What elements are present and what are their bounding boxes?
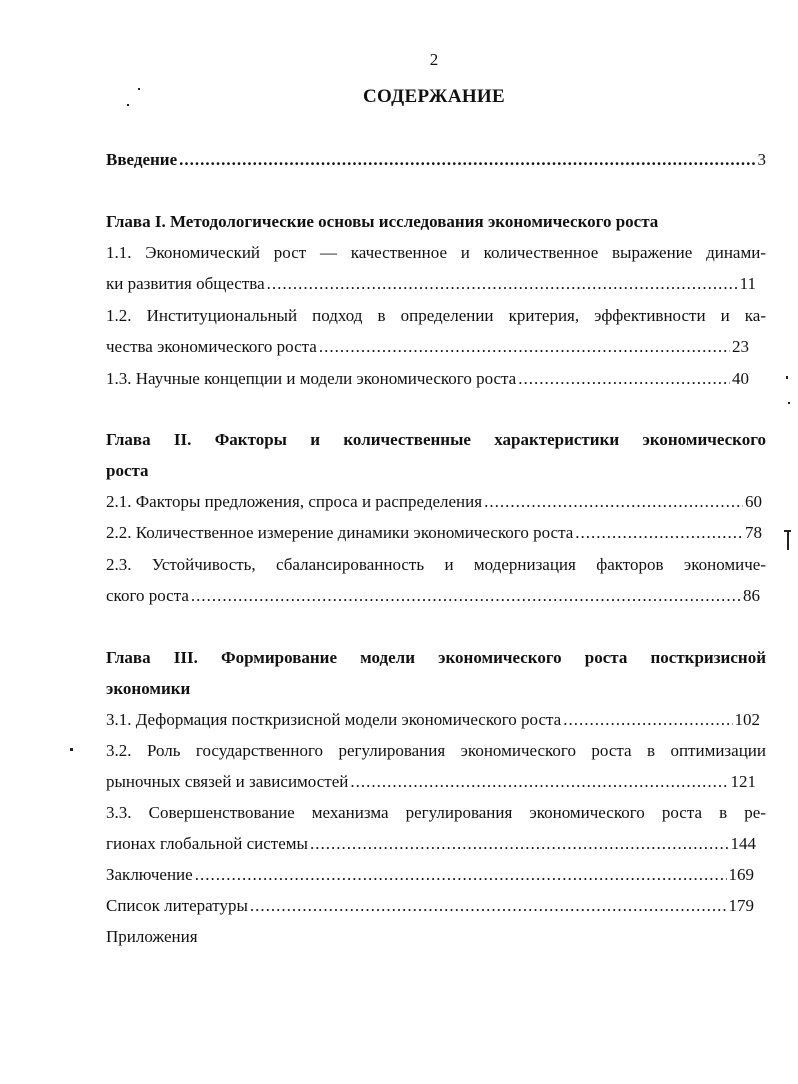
section-2-1 (106, 490, 762, 514)
toc-entry-page: 40 (732, 369, 749, 388)
section-2-2 (106, 521, 762, 545)
leader-dots (563, 708, 732, 732)
toc-entry-label: 2.2. Количественное измерение динамики экономического роста (106, 523, 574, 542)
chapter-heading-3-line-2: экономики (106, 679, 191, 698)
scan-speck (127, 104, 129, 106)
toc-entry-label: Список литературы (106, 896, 248, 915)
section-3-2-line-2 (106, 770, 756, 794)
section-3-2-line-1: 3.2. Роль государственного регулирования экономического роста в оптимизации (106, 741, 766, 760)
toc-entry-page: 179 (728, 896, 754, 915)
toc-entry-page: 11 (739, 274, 756, 293)
toc-entry-page: 23 (732, 337, 749, 356)
leader-dots (250, 894, 727, 918)
leader-dots (310, 832, 729, 856)
section-2-3-line-2 (106, 584, 760, 608)
toc-entry-label: ского роста (106, 586, 189, 605)
leader-dots (191, 584, 741, 608)
toc-entry-label: ки развития общества (106, 274, 265, 293)
section-3-3-line-2 (106, 832, 756, 856)
toc-entry-page: 144 (730, 834, 756, 853)
scan-speck (138, 88, 140, 90)
chapter-heading-3-line-1: Глава III. Формирование модели экономического роста посткризисной (106, 648, 766, 667)
toc-entry-page: 60 (745, 492, 762, 511)
toc-entry-label: 3.1. Деформация посткризисной модели экономического роста (106, 710, 562, 729)
leader-dots (518, 367, 730, 391)
toc-entry-label: Заключение (106, 865, 193, 884)
section-3-1 (106, 708, 760, 732)
toc-entry-page: 78 (745, 523, 762, 542)
scan-speck (788, 402, 790, 404)
toc-entry-appendices: Приложения (106, 927, 198, 946)
toc-entry-page: 102 (734, 710, 760, 729)
chapter-heading-2-line-2: роста (106, 461, 149, 480)
toc-entry-label: 2.1. Факторы предложения, спроса и распределения (106, 492, 483, 511)
scan-speck (70, 748, 73, 751)
toc-entry-label: рыночных связей и зависимостей (106, 772, 349, 791)
scan-speck (787, 532, 789, 550)
toc-entry-intro (106, 148, 766, 172)
section-1-1-line-2 (106, 272, 756, 296)
chapter-heading-2-line-1: Глава II. Факторы и количественные характеристики экономического (106, 430, 766, 449)
section-2-3-line-1: 2.3. Устойчивость, сбалансированность и модернизация факторов экономиче- (106, 555, 766, 574)
page-number: 2 (429, 50, 439, 69)
scan-speck (784, 530, 791, 532)
section-1-3 (106, 367, 749, 391)
leader-dots (484, 490, 743, 514)
toc-entry-page: 121 (730, 772, 756, 791)
toc-entry-label: Введение (106, 150, 178, 169)
toc-entry-conclusion (106, 863, 754, 887)
page-title: СОДЕРЖАНИЕ (363, 86, 505, 107)
leader-dots (350, 770, 728, 794)
section-1-2-line-1: 1.2. Институциональный подход в определении критерия, эффективности и ка- (106, 306, 766, 325)
toc-entry-page: 3 (757, 150, 766, 169)
scan-speck (786, 376, 788, 379)
section-3-3-line-1: 3.3. Совершенствование механизма регулирования экономического роста в ре- (106, 803, 766, 822)
section-1-2-line-2 (106, 335, 749, 359)
toc-entry-label: гионах глобальной системы (106, 834, 308, 853)
chapter-heading-1: Глава I. Методологические основы исследования экономического роста (106, 212, 659, 231)
leader-dots (195, 863, 727, 887)
leader-dots (575, 521, 743, 545)
toc-entry-references (106, 894, 754, 918)
leader-dots (267, 272, 738, 296)
toc-entry-page: 86 (743, 586, 760, 605)
section-1-1-line-1: 1.1. Экономический рост — качественное и количественное выражение динами- (106, 243, 766, 262)
toc-entry-label: чества экономического роста (106, 337, 317, 356)
toc-entry-page: 169 (728, 865, 754, 884)
leader-dots (319, 335, 730, 359)
leader-dots (179, 148, 755, 172)
toc-entry-label: 1.3. Научные концепции и модели экономического роста (106, 369, 517, 388)
